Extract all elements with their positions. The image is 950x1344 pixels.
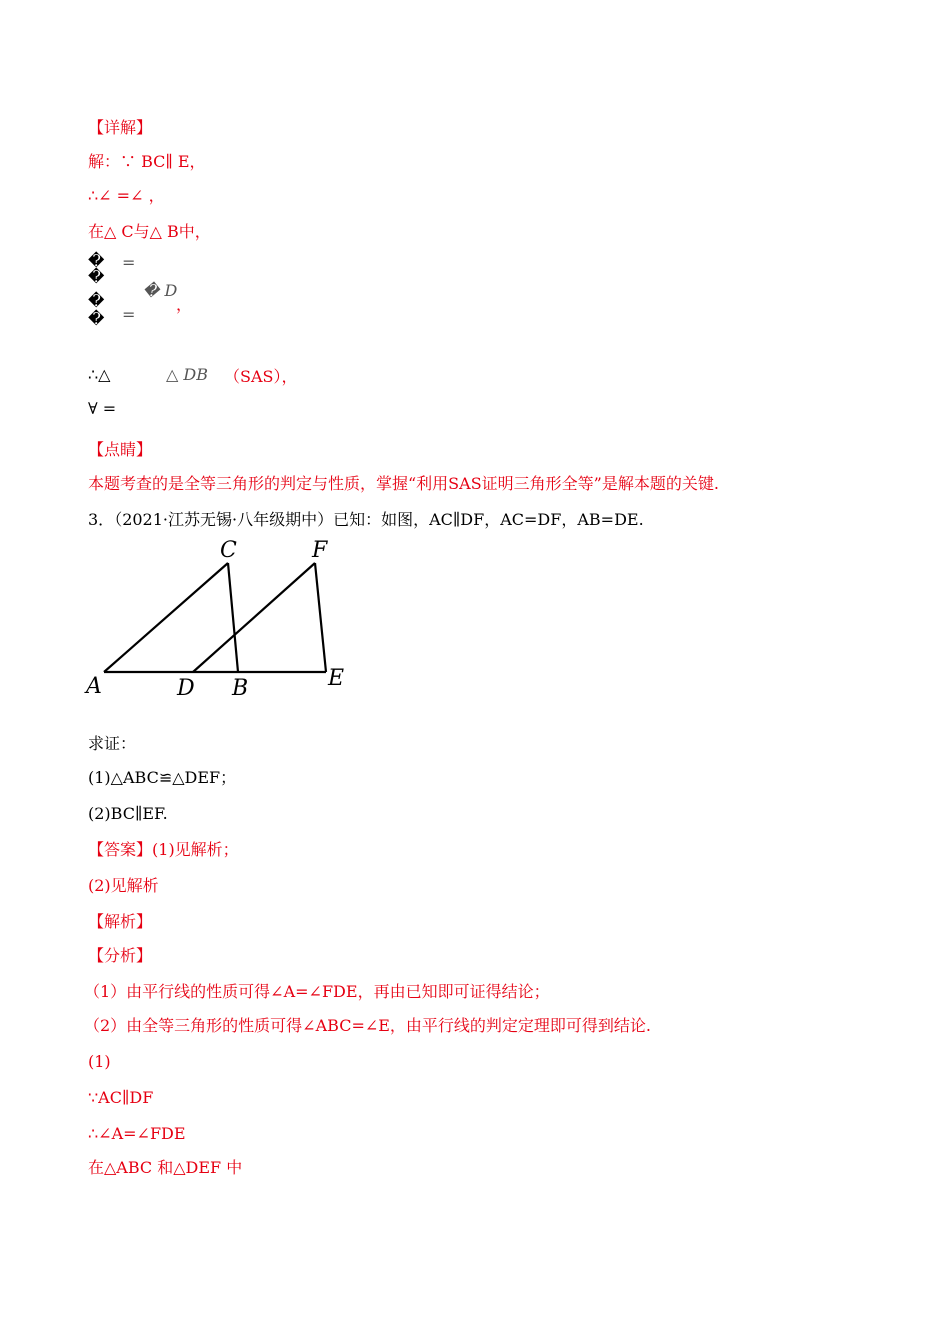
fenxi-heading: 【分析】: [88, 946, 153, 965]
pointout-text: 本题考查的是全等三角形的判定与性质，掌握“利用SAS证明三角形全等”是解本题的关键.: [88, 474, 719, 493]
segment-ac: [104, 563, 228, 672]
brace-eq-2: =: [122, 305, 136, 324]
label-b: B: [232, 676, 249, 701]
brace-comma: ，: [176, 295, 193, 314]
segment-df: [193, 563, 315, 672]
detail-line-2: ∴∠ =∠ ，: [88, 186, 165, 205]
label-a: A: [86, 674, 102, 699]
solution-line-3: 在△ABC 和△DEF 中: [88, 1158, 243, 1177]
segment-fe: [315, 563, 326, 672]
label-d: D: [177, 676, 195, 701]
jiexi-heading: 【解析】: [88, 912, 153, 931]
answer-line: [88, 840, 239, 860]
brace-mid: � D: [143, 281, 178, 300]
brace-glyph-3: �: [88, 291, 105, 310]
solution-part-1: (1): [88, 1052, 111, 1071]
brace-eq-1: =: [122, 253, 136, 272]
answer-label: 【答案】: [88, 840, 153, 859]
detail-heading: 【详解】: [88, 118, 153, 137]
question-3: [88, 510, 644, 530]
detail-line-4b: △ DB: [166, 365, 208, 384]
question-number: 3．: [88, 510, 115, 529]
question-source: （2021·江苏无锡·八年级期中）: [114, 510, 334, 529]
prove-part-2: (2)BC∥EF.: [88, 804, 168, 823]
prove-label: 求证：: [88, 734, 137, 753]
detail-line-4a: ∴△: [88, 365, 111, 384]
label-f: F: [312, 538, 328, 563]
geometry-figure: [80, 535, 370, 705]
detail-line-4c: （SAS），: [224, 367, 298, 386]
prove-part-1: (1)△ABC≌△DEF；: [88, 768, 237, 787]
brace-glyph-4: �: [88, 309, 105, 328]
question-stem: 已知：如图，AC∥DF，AC=DF，AB=DE.: [333, 510, 644, 529]
analysis-step-1: （1）由平行线的性质可得∠A=∠FDE，再由已知即可证得结论；: [84, 982, 550, 1001]
pointout-heading: 【点睛】: [88, 440, 153, 459]
segment-cb: [228, 563, 238, 672]
detail-line-3: 在△ C与△ B中，: [88, 222, 211, 241]
solution-line-1: ∵AC∥DF: [88, 1088, 154, 1107]
detail-line-1: 解：∵ BC∥ E，: [88, 152, 206, 171]
brace-glyph-2: �: [88, 267, 105, 286]
answer-2: (2)见解析: [88, 876, 159, 895]
solution-line-2: ∴∠A=∠FDE: [88, 1124, 186, 1143]
answer-1: (1)见解析；: [152, 840, 239, 859]
brace-glyph-1: �: [88, 251, 105, 270]
label-c: C: [220, 538, 237, 563]
analysis-step-2: （2）由全等三角形的性质可得∠ABC=∠E，由平行线的判定定理即可得到结论.: [84, 1016, 652, 1035]
label-e: E: [328, 666, 345, 691]
detail-line-5: ∀ =: [88, 399, 117, 418]
